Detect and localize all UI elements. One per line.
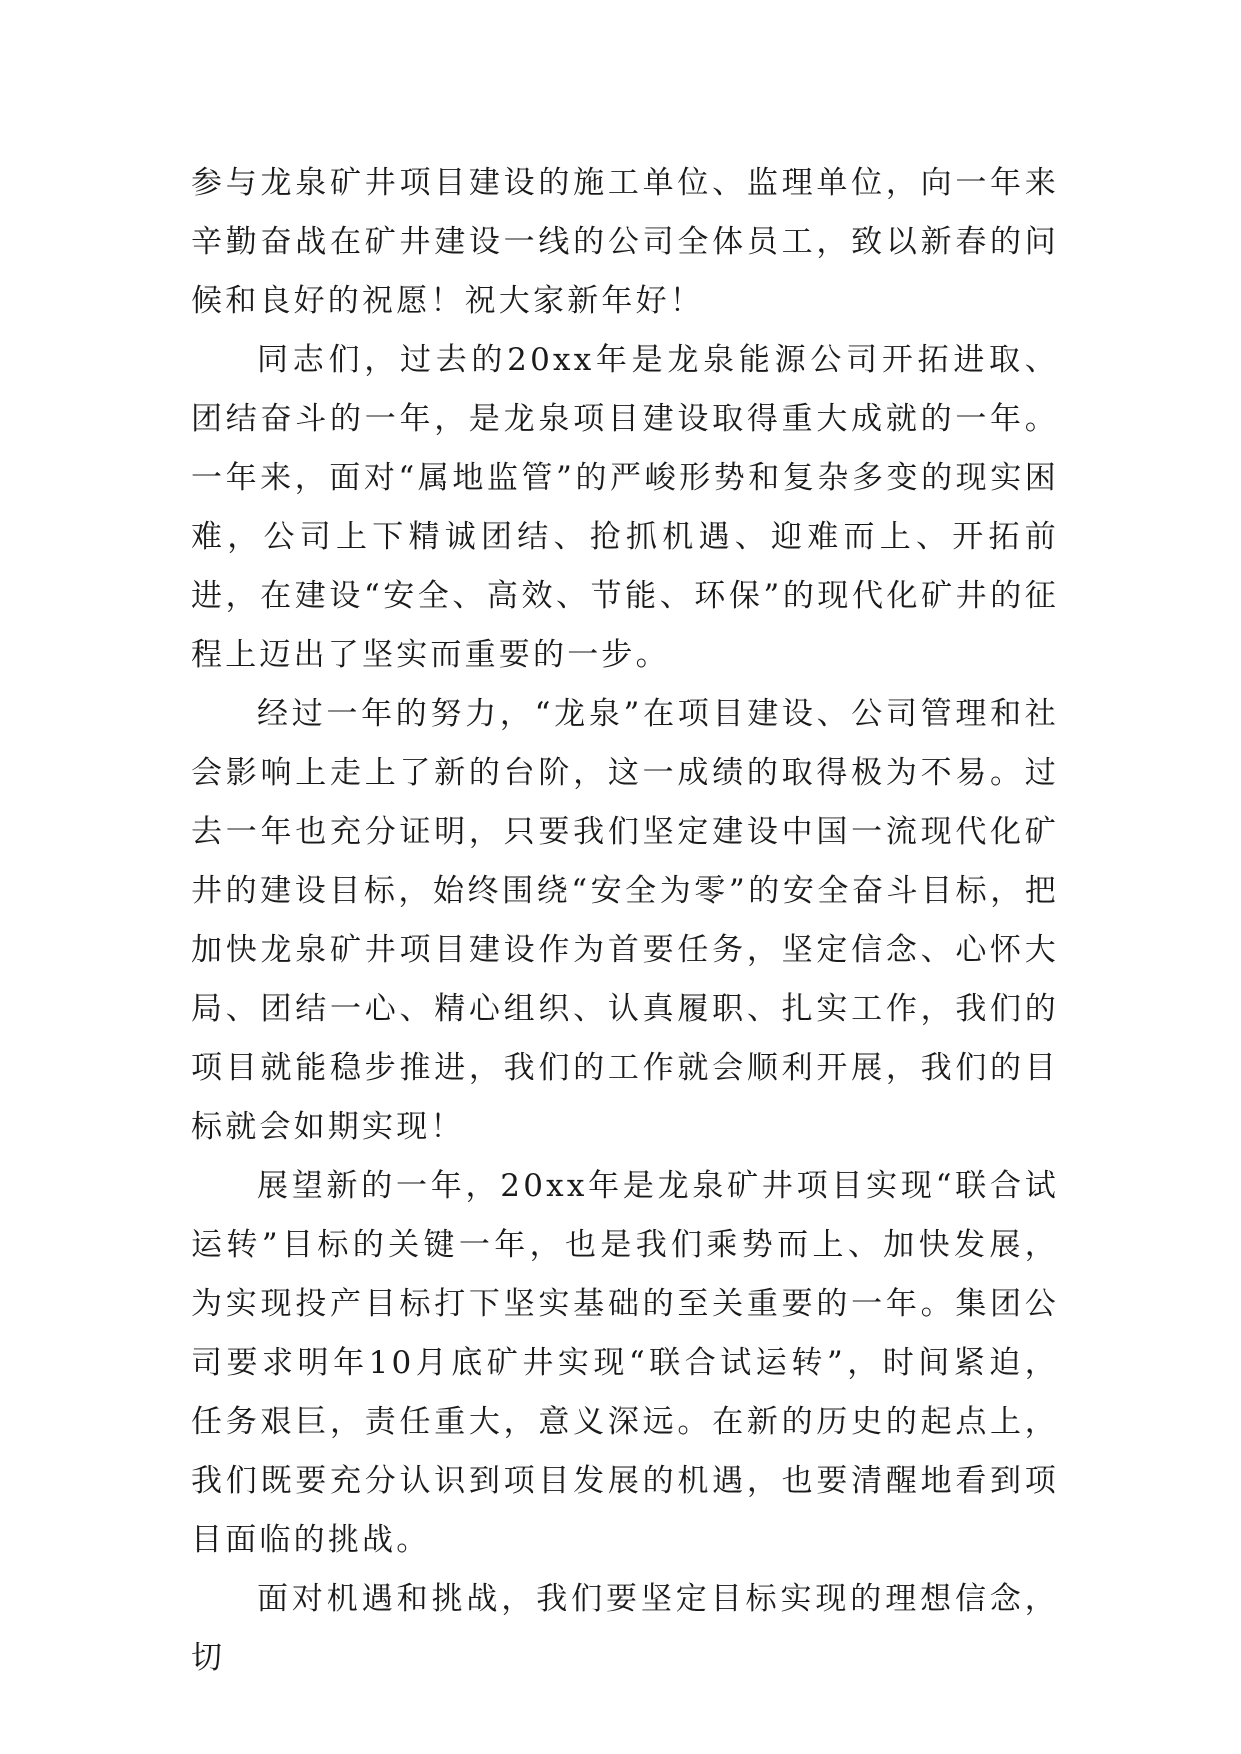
paragraph-5: 面对机遇和挑战，我们要坚定目标实现的理想信念，切 xyxy=(191,1581,1059,1676)
document-body xyxy=(191,154,1059,1688)
paragraph-4: 展望新的一年，20xx年是龙泉矿井项目实现“联合试运转”目标的关键一年，也是我们乘势而上、加快发展，为实现投产目标打下坚实基础的至关重要的一年。集团公司要求明年10月底矿井实现“联合试运转”，时间紧迫，任务艰巨，责任重大，意义深远。在新的历史的起点上，我们既要充分认识到项目发展的机遇，也要清醒地看到项目面临的挑战。 xyxy=(191,1168,1059,1558)
paragraph-3: 经过一年的努力，“龙泉”在项目建设、公司管理和社会影响上走上了新的台阶，这一成绩的取得极为不易。过去一年也充分证明，只要我们坚定建设中国一流现代化矿井的建设目标，始终围绕“安全为零”的安全奋斗目标，把加快龙泉矿井项目建设作为首要任务，坚定信念、心怀大局、团结一心、精心组织、认真履职、扎实工作，我们的项目就能稳步推进，我们的工作就会顺利开展，我们的目标就会如期实现！ xyxy=(191,696,1059,1145)
paragraph-1: 参与龙泉矿井项目建设的施工单位、监理单位，向一年来辛勤奋战在矿井建设一线的公司全体员工，致以新春的问候和良好的祝愿！祝大家新年好！ xyxy=(191,165,1059,319)
paragraph-2: 同志们，过去的20xx年是龙泉能源公司开拓进取、团结奋斗的一年，是龙泉项目建设取得重大成就的一年。一年来，面对“属地监管”的严峻形势和复杂多变的现实困难，公司上下精诚团结、抢抓机遇、迎难而上、开拓前进，在建设“安全、高效、节能、环保”的现代化矿井的征程上迈出了坚实而重要的一步。 xyxy=(191,342,1059,673)
